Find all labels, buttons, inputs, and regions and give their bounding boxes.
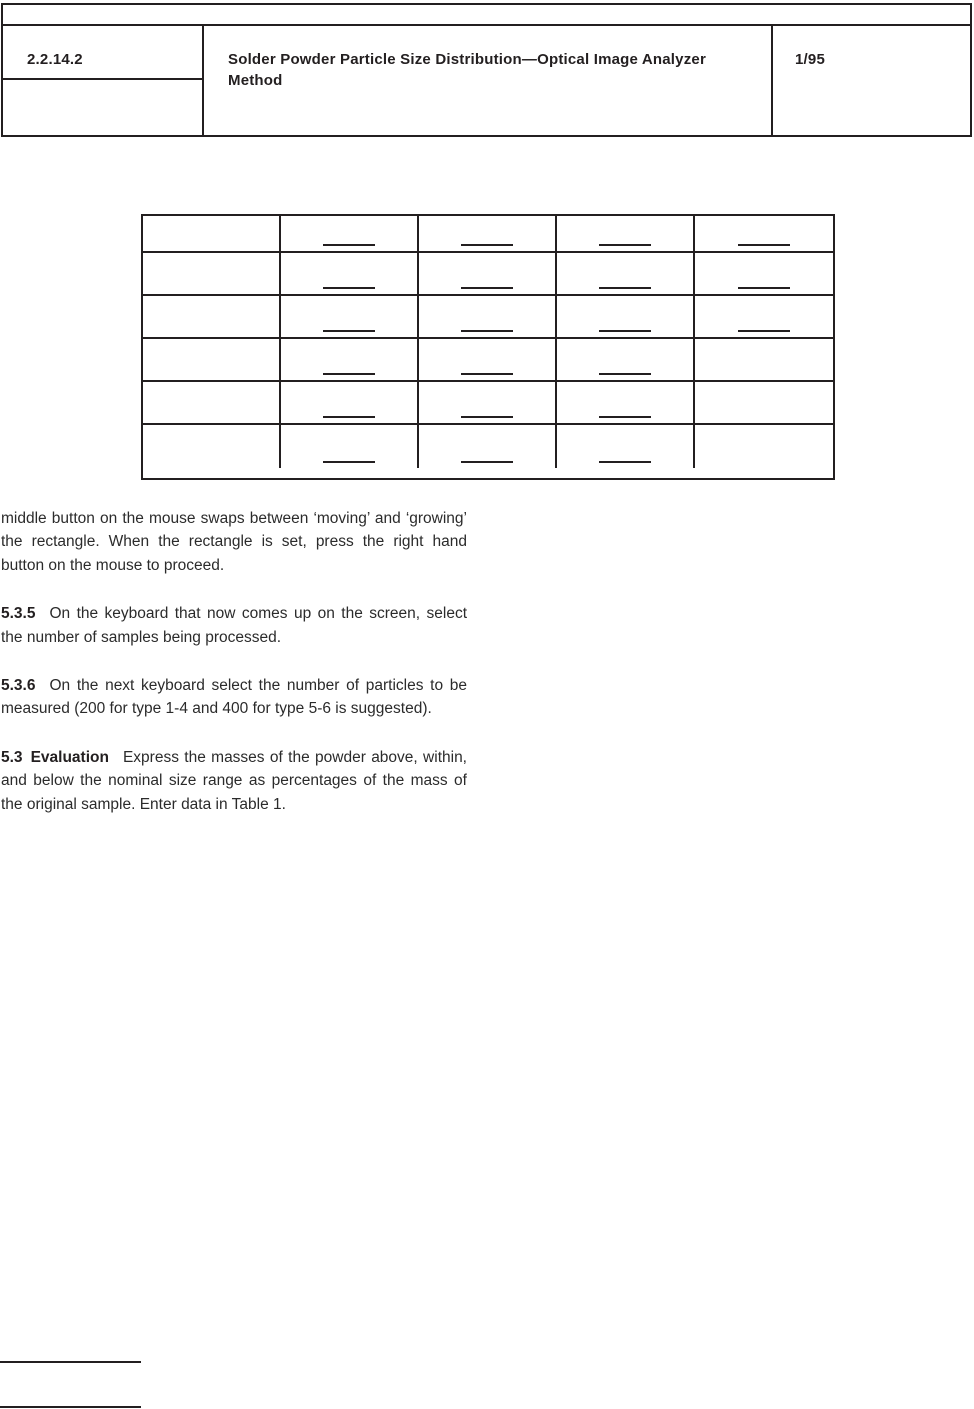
paragraph-text: Express the masses of the powder above, within, and below the nominal size range as percentages of the mass of the original sample. Enter data in Table 1. (1, 748, 467, 813)
blank-entry-line (599, 287, 651, 289)
table-cell (281, 296, 419, 339)
blank-entry-line (738, 287, 790, 289)
table-cell (281, 253, 419, 296)
table-cell (281, 425, 419, 468)
blank-entry-line (738, 244, 790, 246)
blank-entry-line (461, 330, 513, 332)
paragraph-text: On the next keyboard select the number of particles to be measured (200 for type 1-4 and 400 for type 5-6 is suggested). (1, 677, 467, 718)
table-cell (695, 296, 833, 339)
table-cell (281, 382, 419, 425)
blank-entry-line (323, 244, 375, 246)
table-cell (143, 296, 281, 339)
paragraph-text: On the keyboard that now comes up on the screen, select the number of samples being processed. (1, 605, 467, 646)
paragraph-continued (1, 507, 467, 577)
table-cell (419, 216, 557, 253)
table-cell (557, 253, 695, 296)
header-top-rule (1, 3, 972, 5)
paragraph-heading: Evaluation (30, 748, 109, 766)
blank-entry-line (323, 287, 375, 289)
header-divider-2 (771, 24, 773, 137)
header-left-cell-divider (1, 78, 204, 80)
paragraph-5-3-5 (1, 602, 467, 649)
table-cell (143, 253, 281, 296)
paragraph-number: 5.3.6 (1, 677, 36, 695)
header-divider-1 (202, 24, 204, 137)
table-cell (419, 253, 557, 296)
blank-entry-line (599, 244, 651, 246)
paragraph-5-3-6 (1, 674, 467, 721)
blank-entry-line (461, 373, 513, 375)
header-revision-date: 1/95 (795, 51, 825, 68)
blank-entry-line (461, 244, 513, 246)
blank-entry-line (461, 416, 513, 418)
header-document-title: Solder Powder Particle Size Distribution—Optical Image Analyzer Method (228, 51, 706, 89)
header-bottom-rule (1, 135, 972, 137)
table1-blank-form (141, 214, 835, 480)
table-cell (281, 339, 419, 382)
table-cell (143, 425, 281, 468)
table-cell (419, 296, 557, 339)
blank-entry-line (323, 461, 375, 463)
blank-entry-line (323, 373, 375, 375)
blank-entry-line (461, 287, 513, 289)
paragraph-number: 5.3 (1, 748, 23, 766)
table-cell (695, 216, 833, 253)
table-cell (143, 339, 281, 382)
paragraph-number: 5.3.5 (1, 605, 36, 623)
blank-entry-line (599, 416, 651, 418)
header-right-rule (970, 3, 972, 137)
header-strip-bottom-rule (1, 24, 972, 26)
blank-entry-line (738, 330, 790, 332)
table-cell (695, 253, 833, 296)
table-cell (281, 216, 419, 253)
blank-entry-line (599, 330, 651, 332)
table-cell (419, 382, 557, 425)
table-cell (557, 339, 695, 382)
paragraph-5-3 (1, 746, 467, 816)
blank-entry-line (599, 461, 651, 463)
blank-entry-line (461, 461, 513, 463)
table-cell (695, 382, 833, 425)
table-cell (695, 339, 833, 382)
body-text-column (1, 507, 467, 841)
footnote-rule-1 (0, 1361, 141, 1363)
blank-entry-line (323, 416, 375, 418)
table-cell (695, 425, 833, 468)
table-cell (557, 216, 695, 253)
header-section-number: 2.2.14.2 (27, 51, 83, 68)
table-cell (557, 425, 695, 468)
blank-entry-line (323, 330, 375, 332)
table-cell (419, 425, 557, 468)
table-cell (557, 382, 695, 425)
table-cell (557, 296, 695, 339)
footnote-rule-2 (0, 1406, 141, 1408)
table-cell (419, 339, 557, 382)
header-left-rule (1, 3, 3, 137)
table-cell (143, 382, 281, 425)
blank-entry-line (599, 373, 651, 375)
paragraph-text: middle button on the mouse swaps between ‘moving’ and ‘growing’ the rectangle. When the rectangle is set, press the right hand button on the mouse to proceed. (1, 510, 467, 574)
table-cell (143, 216, 281, 253)
